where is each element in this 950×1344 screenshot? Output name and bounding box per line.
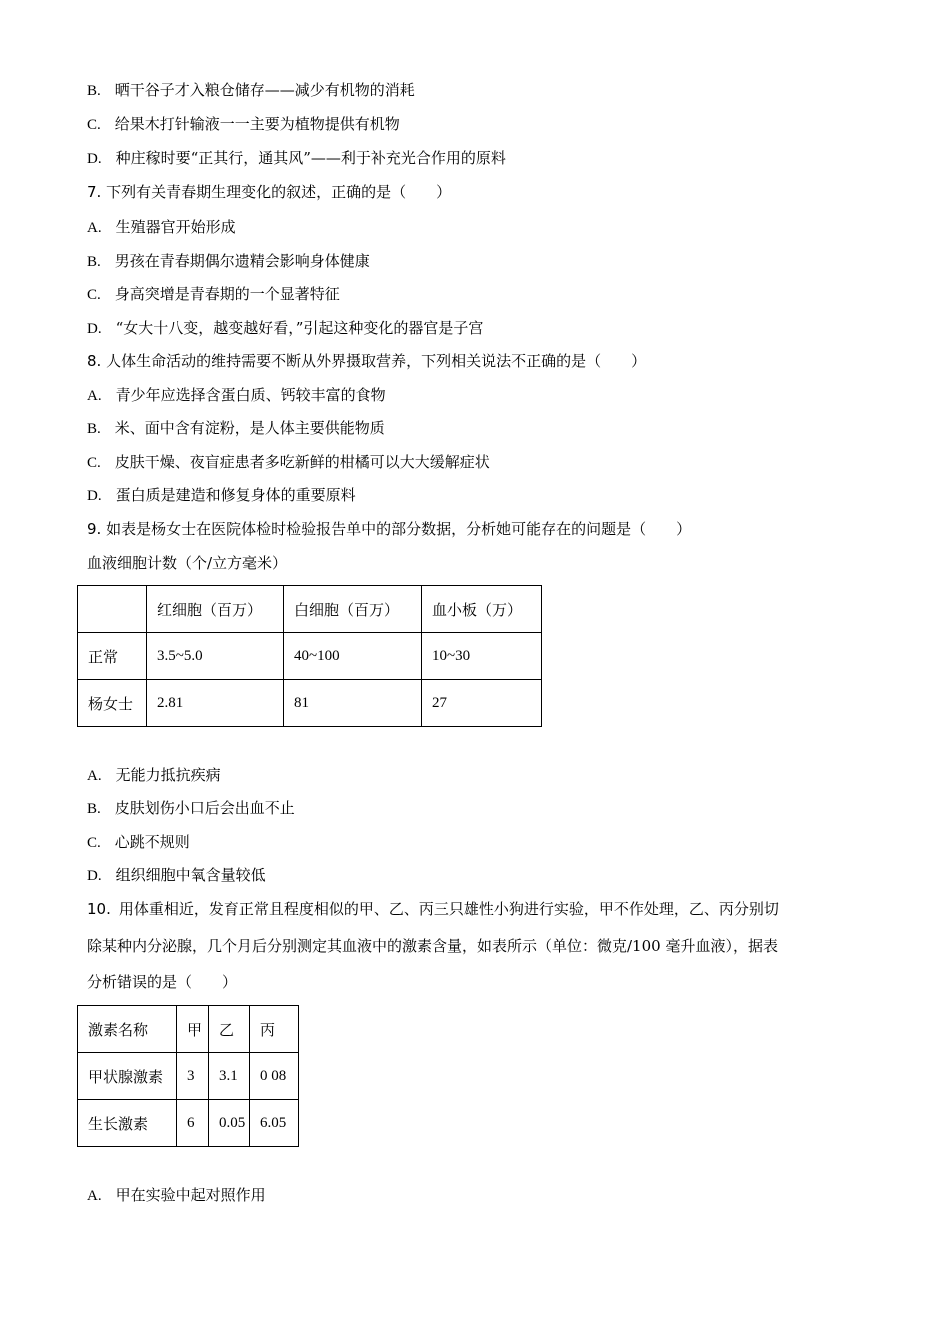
- option-text: 皮肤划伤小口后会出血不止: [114, 799, 295, 817]
- table-cell: 正常: [78, 633, 147, 680]
- option-text: 青少年应选择含蛋白质、钙较丰富的食物: [115, 386, 386, 404]
- option-text: 蛋白质是建造和修复身体的重要原料: [115, 486, 356, 504]
- q8-option-c: [87, 452, 490, 473]
- option-letter: B.: [87, 254, 101, 270]
- question-number: 8.: [87, 352, 102, 370]
- option-text: 生殖器官开始形成: [115, 218, 236, 236]
- question-number: 10.: [87, 900, 111, 918]
- q9-option-d: [87, 865, 266, 886]
- table-cell: 激素名称: [78, 1006, 177, 1053]
- q9-stem: [87, 519, 691, 539]
- q8-option-a: [87, 385, 386, 406]
- option-letter: D.: [87, 488, 102, 504]
- question-text: 人体生命活动的维持需要不断从外界摄取营养，下列相关说法不正确的是（ ）: [101, 352, 647, 370]
- q8-stem: [87, 351, 646, 371]
- option-letter: A.: [87, 220, 102, 236]
- table-cell: 甲状腺激素: [78, 1053, 177, 1100]
- option-letter: B.: [87, 421, 101, 437]
- table-cell: 2.81: [147, 680, 284, 727]
- option-text: 晒干谷子才入粮仓储存——减少有机物的消耗: [114, 81, 415, 99]
- table-cell: 丙: [250, 1006, 299, 1053]
- table-cell: 81: [284, 680, 422, 727]
- q7-option-b: [87, 251, 370, 272]
- table-cell: 3.1: [209, 1053, 250, 1100]
- table-cell: 杨女士: [78, 680, 147, 727]
- table-row: [78, 633, 542, 680]
- table-cell: [78, 586, 147, 633]
- table-row: [78, 1053, 299, 1100]
- table-header-row: [78, 1006, 299, 1053]
- option-letter: C.: [87, 117, 101, 133]
- option-text: 给果木打针输液一一主要为植物提供有机物: [114, 115, 400, 133]
- option-text: 米、面中含有淀粉，是人体主要供能物质: [114, 419, 385, 437]
- option-letter: A.: [87, 388, 102, 404]
- option-letter: D.: [87, 321, 102, 337]
- option-letter: A.: [87, 1188, 102, 1204]
- table-cell: 白细胞（百万）: [284, 586, 422, 633]
- q7-stem: [87, 182, 451, 202]
- table-row: [78, 1100, 299, 1147]
- option-letter: C.: [87, 835, 101, 851]
- q10-stem-line-2: 除某种内分泌腺，几个月后分别测定其血液中的激素含量，如表所示（单位：微克/100 毫升血液），据表: [87, 937, 778, 955]
- q10-stem-line-1: [87, 899, 779, 919]
- table-cell: 血小板（万）: [422, 586, 542, 633]
- table-cell: 6: [177, 1100, 209, 1147]
- table-header-row: [78, 586, 542, 633]
- option-text: 身高突增是青春期的一个显著特征: [114, 285, 340, 303]
- q10-option-a: [87, 1185, 266, 1206]
- table-cell: 生长激素: [78, 1100, 177, 1147]
- question-text: 用体重相近，发育正常且程度相似的甲、乙、丙三只雄性小狗进行实验，甲不作处理，乙、丙分别切: [118, 900, 779, 918]
- question-text: 如表是杨女士在医院体检时检验报告单中的部分数据，分析她可能存在的问题是（ ）: [101, 520, 692, 538]
- option-letter: B.: [87, 83, 101, 99]
- option-letter: D.: [87, 868, 102, 884]
- hormone-table: [77, 1005, 299, 1147]
- table-cell: 红细胞（百万）: [147, 586, 284, 633]
- table-cell: 乙: [209, 1006, 250, 1053]
- option-letter: C.: [87, 287, 101, 303]
- option-text: 心跳不规则: [114, 833, 190, 851]
- option-text: 皮肤干燥、夜盲症患者多吃新鲜的柑橘可以大大缓解症状: [114, 453, 490, 471]
- option-text: 无能力抵抗疾病: [115, 766, 221, 784]
- table-cell: 3: [177, 1053, 209, 1100]
- option-letter: A.: [87, 768, 102, 784]
- blood-count-table: [77, 585, 542, 727]
- q7-option-c: [87, 284, 340, 305]
- table-cell: 40~100: [284, 633, 422, 680]
- q10-stem-line-3: 分析错误的是（ ）: [87, 973, 238, 991]
- option-letter: B.: [87, 801, 101, 817]
- q9-option-c: [87, 832, 190, 853]
- table-cell: 0 08: [250, 1053, 299, 1100]
- question-text: 下列有关青春期生理变化的叙述，正确的是（ ）: [101, 183, 452, 201]
- option-text: 组织细胞中氧含量较低: [115, 866, 266, 884]
- question-number: 7.: [87, 183, 102, 201]
- option-text: 种庄稼时要“正其行，通其风”——利于补充光合作用的原料: [115, 149, 506, 167]
- option-letter: D.: [87, 151, 102, 167]
- q7-option-a: [87, 217, 236, 238]
- table-cell: 甲: [177, 1006, 209, 1053]
- q8-option-d: [87, 485, 356, 506]
- q9-option-a: [87, 765, 221, 786]
- table-cell: 0.05: [209, 1100, 250, 1147]
- q6-option-b: [87, 80, 415, 101]
- question-number: 9.: [87, 520, 102, 538]
- q6-option-d: [87, 148, 506, 169]
- table-cell: 10~30: [422, 633, 542, 680]
- option-text: 男孩在青春期偶尔遗精会影响身体健康: [114, 252, 370, 270]
- option-text: “女大十八变，越变越好看，”引起这种变化的器官是子宫: [115, 319, 484, 337]
- table-cell: 6.05: [250, 1100, 299, 1147]
- q6-option-c: [87, 114, 400, 135]
- option-text: 甲在实验中起对照作用: [115, 1186, 266, 1204]
- q9-table-caption: 血液细胞计数（个/立方毫米）: [87, 554, 288, 572]
- table-cell: 27: [422, 680, 542, 727]
- table-row: [78, 680, 542, 727]
- q7-option-d: [87, 318, 483, 339]
- q8-option-b: [87, 418, 385, 439]
- table-cell: 3.5~5.0: [147, 633, 284, 680]
- option-letter: C.: [87, 455, 101, 471]
- q9-option-b: [87, 798, 295, 819]
